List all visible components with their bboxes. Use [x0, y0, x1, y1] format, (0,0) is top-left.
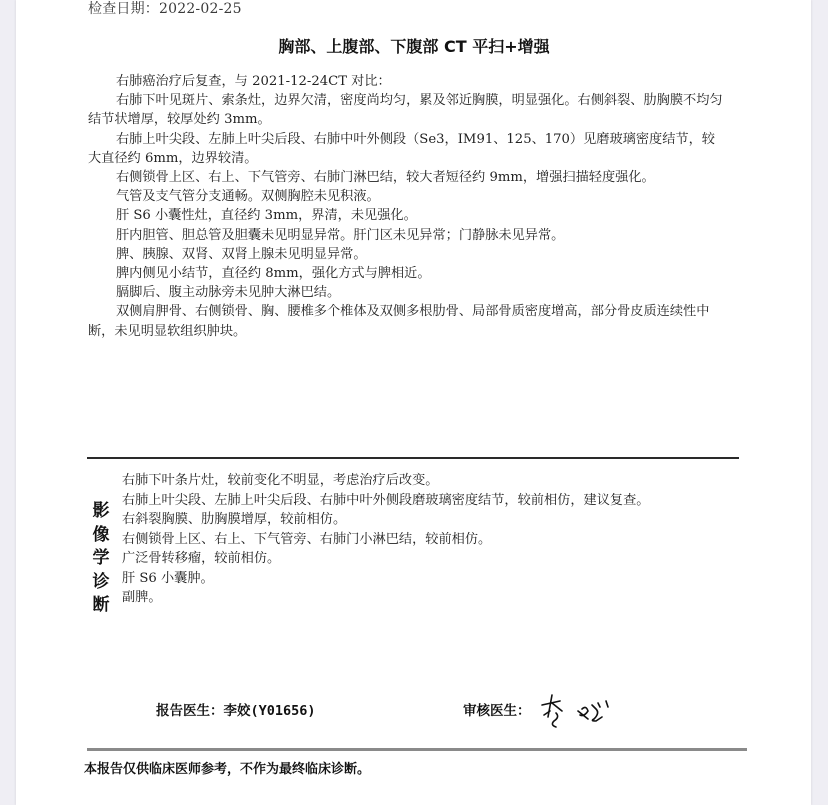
diagnosis-label — [88, 500, 114, 618]
footer-divider — [87, 748, 747, 751]
diagnosis-label-char: 像 — [92, 524, 110, 545]
diagnosis-item: 副脾。 — [122, 590, 162, 605]
diagnosis-label-char: 断 — [92, 595, 110, 615]
report-title: 胸部、上腹部、下腹部 CT 平扫+增强 — [278, 37, 550, 56]
finding-paragraph: 右侧锁骨上区、右上、下气管旁、右肺门淋巴结，较大者短径约 9mm，增强扫描轻度强化。 — [116, 170, 655, 186]
reporter-name: 李姣(Y01656) — [223, 703, 316, 719]
diagnosis-item: 右侧锁骨上区、右上、下气管旁、右肺门小淋巴结，较前相仿。 — [122, 531, 492, 547]
diagnosis-label-char: 诊 — [92, 571, 110, 592]
findings-section — [88, 72, 728, 341]
handwritten-signature — [538, 691, 618, 731]
reviewer-label: 审核医生： — [463, 703, 531, 719]
diagnosis-item: 右肺下叶条片灶，较前变化不明显，考虑治疗后改变。 — [122, 473, 439, 488]
diagnosis-label-char: 影 — [92, 501, 110, 521]
finding-paragraph: 气管及支气管分支通畅。双侧胸腔未见积液。 — [116, 189, 380, 205]
diagnosis-label-char: 学 — [92, 548, 110, 568]
finding-paragraph: 膈脚后、腹主动脉旁未见肿大淋巴结。 — [116, 285, 341, 301]
finding-paragraph: 肝 S6 小囊性灶，直径约 3mm，界清，未见强化。 — [116, 208, 417, 224]
reviewing-doctor — [463, 699, 531, 719]
exam-date: 检查日期：2022-02-25 — [88, 1, 242, 17]
disclaimer: 本报告仅供临床医师参考，不作为最终临床诊断。 — [84, 762, 371, 777]
finding-paragraph: 脾内侧见小结节，直径约 8mm，强化方式与脾相近。 — [116, 266, 431, 282]
signature-row — [0, 699, 828, 739]
finding-paragraph: 右肺下叶见斑片、索条灶，边界欠清，密度尚均匀，累及邻近胸膜，明显强化。右侧斜裂、肋胸膜不均匀结节状增厚，较厚处约 3mm。 — [88, 93, 723, 128]
finding-paragraph: 脾、胰腺、双肾、双肾上腺未见明显异常。 — [116, 246, 367, 262]
diagnosis-item: 肝 S6 小囊肿。 — [122, 570, 214, 586]
reporting-doctor — [156, 699, 316, 719]
finding-paragraph: 肝内胆管、胆总管及胆囊未见明显异常。肝门区未见异常；门静脉未见异常。 — [116, 227, 565, 243]
section-divider — [87, 457, 739, 459]
diagnosis-section — [122, 471, 742, 608]
diagnosis-item: 右斜裂胸膜、肋胸膜增厚，较前相仿。 — [122, 512, 347, 527]
finding-paragraph: 双侧肩胛骨、右侧锁骨、胸、腰椎多个椎体及双侧多根肋骨、局部骨质密度增高，部分骨皮质连续性中断，未见明显软组织肿块。 — [88, 304, 710, 339]
diagnosis-item: 右肺上叶尖段、左肺上叶尖后段、右肺中叶外侧段磨玻璃密度结节，较前相仿，建议复查。 — [122, 492, 650, 508]
diagnosis-item: 广泛骨转移瘤，较前相仿。 — [122, 551, 281, 566]
reporter-label: 报告医生： — [156, 703, 224, 719]
finding-paragraph: 右肺上叶尖段、左肺上叶尖后段、右肺中叶外侧段（Se3，IM91、125、170）见磨玻璃密度结节，较大直径约 6mm，边界较清。 — [88, 131, 715, 166]
finding-paragraph: 右肺癌治疗后复查，与 2021-12-24CT 对比： — [116, 74, 391, 89]
